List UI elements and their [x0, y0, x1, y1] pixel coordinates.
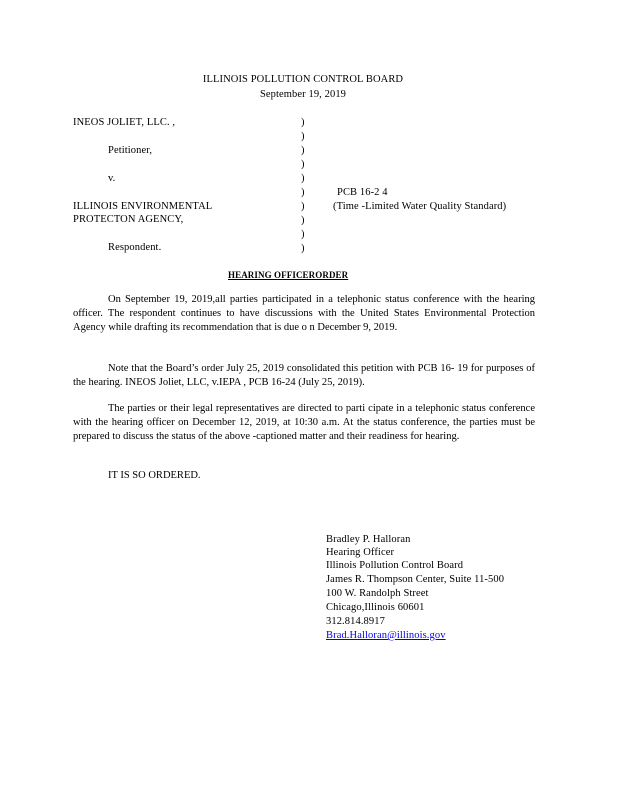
paren: ): [301, 145, 305, 156]
board-title: ILLINOIS POLLUTION CONTROL BOARD: [202, 74, 404, 85]
paren: ): [301, 215, 305, 226]
signer-name: Bradley P. Halloran: [326, 534, 411, 545]
case-number: PCB 16-2 4: [337, 187, 388, 198]
paren: ): [301, 187, 305, 198]
signer-email-link[interactable]: Brad.Halloran@illinois.gov: [326, 630, 446, 641]
petitioner-role: Petitioner,: [108, 145, 153, 156]
petitioner-name: INEOS JOLIET, LLC. ,: [73, 117, 176, 128]
paren: ): [301, 131, 305, 142]
paren: ): [301, 243, 305, 254]
closing-statement: IT IS SO ORDERED.: [108, 470, 201, 481]
signer-address-1: James R. Thompson Center, Suite 11-500: [326, 574, 505, 585]
versus: v.: [108, 173, 116, 184]
paren: ): [301, 159, 305, 170]
paragraph-3: The parties or their legal representatives are directed to parti cipate in a telephonic status conference with the hearing officer on December 12, 2019, at 10:30 a.m. At the status conference, the parties must be prepared to discuss the status of the above -captioned matter and their readiness for hearing.: [73, 403, 535, 442]
signer-city: Chicago,Illinois 60601: [326, 602, 425, 613]
respondent-role: Respondent.: [108, 242, 162, 253]
signer-address-2: 100 W. Randolph Street: [326, 588, 429, 599]
order-title: HEARING OFFICERORDER: [228, 270, 349, 280]
paragraph-2: Note that the Board’s order July 25, 2019 consolidated this petition with PCB 16- 19 for purposes of the hearing. INEOS Joliet, LLC, v.IEPA , PCB 16-24 (July 25, 2019).: [73, 363, 535, 388]
paren: ): [301, 173, 305, 184]
paren: ): [301, 201, 305, 212]
respondent-name-line2: PROTECTON AGENCY,: [73, 214, 184, 225]
case-type: (Time -Limited Water Quality Standard): [333, 201, 507, 212]
respondent-name-line1: ILLINOIS ENVIRONMENTAL: [73, 201, 213, 212]
paren: ): [301, 117, 305, 128]
signer-phone: 312.814.8917: [326, 616, 385, 627]
paren: ): [301, 229, 305, 240]
order-date: September 19, 2019: [259, 89, 347, 100]
paragraph-1: On September 19, 2019,all parties participated in a telephonic status conference with the hearing officer. The respondent continues to have discussions with the United States Environmental Protection Agency while drafting its recommendation that is due o n December 9, 2019.: [73, 294, 535, 333]
signer-board: Illinois Pollution Control Board: [326, 560, 464, 571]
caption-parentheses: [301, 116, 311, 256]
signer-title: Hearing Officer: [326, 547, 395, 558]
